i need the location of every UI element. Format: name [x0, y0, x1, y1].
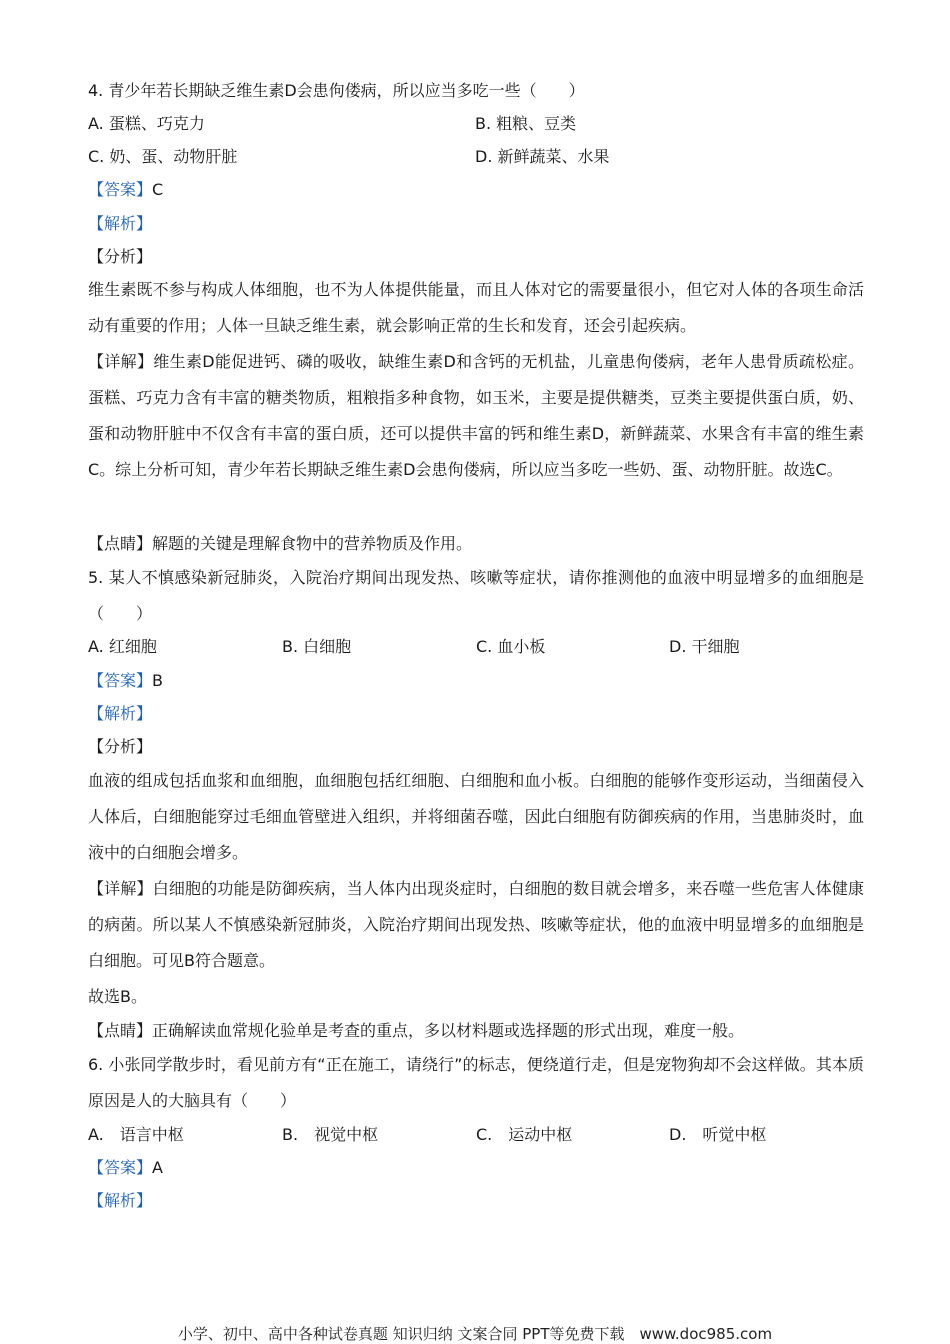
q5-option-b: B. 白细胞 — [282, 637, 352, 656]
q5-xiangjie — [88, 871, 864, 979]
q5-dianjing — [88, 1021, 744, 1041]
q5-option-d: D. 干细胞 — [669, 637, 740, 656]
answer-tag: 【答案】 — [88, 1158, 153, 1177]
q4-stem: 4. 青少年若长期缺乏维生素D会患佝偻病，所以应当多吃一些（ ） — [88, 81, 585, 100]
q5-option-c: C. 血小板 — [476, 637, 546, 656]
q5-xiangjie-text: 白细胞的功能是防御疾病，当人体内出现炎症时，白细胞的数目就会增多，来吞噬一些危害人体健康的病菌。所以某人不慎感染新冠肺炎，入院治疗期间出现发热、咳嗽等症状，他的血液中明显增多的血细胞是白细胞。可见B符合题意。 — [88, 879, 864, 970]
q5-fenxi-text: 血液的组成包括血浆和血细胞，血细胞包括红细胞、白细胞和血小板。白细胞的能够作变形运动，当细菌侵入人体后，白细胞能穿过毛细血管壁进入组织，并将细菌吞噬，因此白细胞有防御疾病的作用，当患肺炎时，血液中的白细胞会增多。 — [88, 771, 864, 862]
q5-fenxi-tag: 【分析】 — [88, 737, 153, 756]
q6-answer: A — [152, 1158, 163, 1177]
answer-tag: 【答案】 — [88, 671, 153, 690]
dianjing-tag: 【点睛】 — [88, 534, 153, 553]
q4-option-b: B. 粗粮、豆类 — [475, 114, 577, 133]
q4-dianjing-text: 解题的关键是理解食物中的营养物质及作用。 — [152, 534, 473, 553]
q4-jiexi-tag: 【解析】 — [88, 214, 153, 233]
q4-option-a: A. 蛋糕、巧克力 — [88, 114, 205, 133]
q4-fenxi-text: 维生素既不参与构成人体细胞，也不为人体提供能量，而且人体对它的需要量很小，但它对人体的各项生命活动有重要的作用；人体一旦缺乏维生素，就会影响正常的生长和发育，还会引起疾病。 — [88, 280, 864, 335]
page-footer: 小学、初中、高中各种试卷真题 知识归纳 文案合同 PPT等免费下载 www.doc985.com — [177, 1325, 773, 1343]
q6-stem: 6. 小张同学散步时，看见前方有“正在施工，请绕行”的标志，便绕道行走，但是宠物狗却不会这样做。其本质原因是人的大脑具有（ ） — [88, 1055, 864, 1110]
q4-xiangjie — [88, 344, 864, 488]
q4-dianjing — [88, 534, 472, 554]
q5-dianjing-text: 正确解读血常规化验单是考查的重点，多以材料题或选择题的形式出现，难度一般。 — [152, 1021, 745, 1040]
q6-option-a: A. 语言中枢 — [88, 1125, 184, 1144]
q4-answer: C — [152, 180, 164, 199]
q6-answer-line — [88, 1158, 163, 1178]
q6-option-b: B. 视觉中枢 — [282, 1125, 379, 1144]
q5-guxuan: 故选B。 — [88, 987, 147, 1006]
q5-answer: B — [152, 671, 163, 690]
q4-xiangjie-text: 维生素D能促进钙、磷的吸收，缺维生素D和含钙的无机盐，儿童患佝偻病，老年人患骨质疏松症。蛋糕、巧克力含有丰富的糖类物质，粗粮指多种食物，如玉米，主要是提供糖类，豆类主要提供蛋白质，奶、蛋和动物肝脏中不仅含有丰富的蛋白质，还可以提供丰富的钙和维生素D，新鲜蔬菜、水果含有丰富的维生素C。综上分析可知，青少年若长期缺乏维生素D会患佝偻病，所以应当多吃一些奶、蛋、动物肝脏。故选C。 — [88, 352, 864, 479]
q4-answer-line — [88, 180, 163, 200]
q6-option-c: C. 运动中枢 — [476, 1125, 573, 1144]
answer-tag: 【答案】 — [88, 180, 153, 199]
q4-fenxi-tag: 【分析】 — [88, 247, 153, 266]
q5-option-a: A. 红细胞 — [88, 637, 157, 656]
dianjing-tag: 【点睛】 — [88, 1021, 153, 1040]
q6-jiexi-tag: 【解析】 — [88, 1191, 153, 1210]
q5-jiexi-tag: 【解析】 — [88, 704, 153, 723]
xiangjie-tag: 【详解】 — [88, 352, 154, 371]
q6-option-d: D. 听觉中枢 — [669, 1125, 767, 1144]
xiangjie-tag: 【详解】 — [88, 879, 153, 898]
q5-answer-line — [88, 671, 163, 691]
q4-option-c: C. 奶、蛋、动物肝脏 — [88, 147, 238, 166]
q5-stem: 5. 某人不慎感染新冠肺炎，入院治疗期间出现发热、咳嗽等症状，请你推测他的血液中明显增多的血细胞是（ ） — [88, 568, 864, 623]
q4-option-d: D. 新鲜蔬菜、水果 — [475, 147, 610, 166]
